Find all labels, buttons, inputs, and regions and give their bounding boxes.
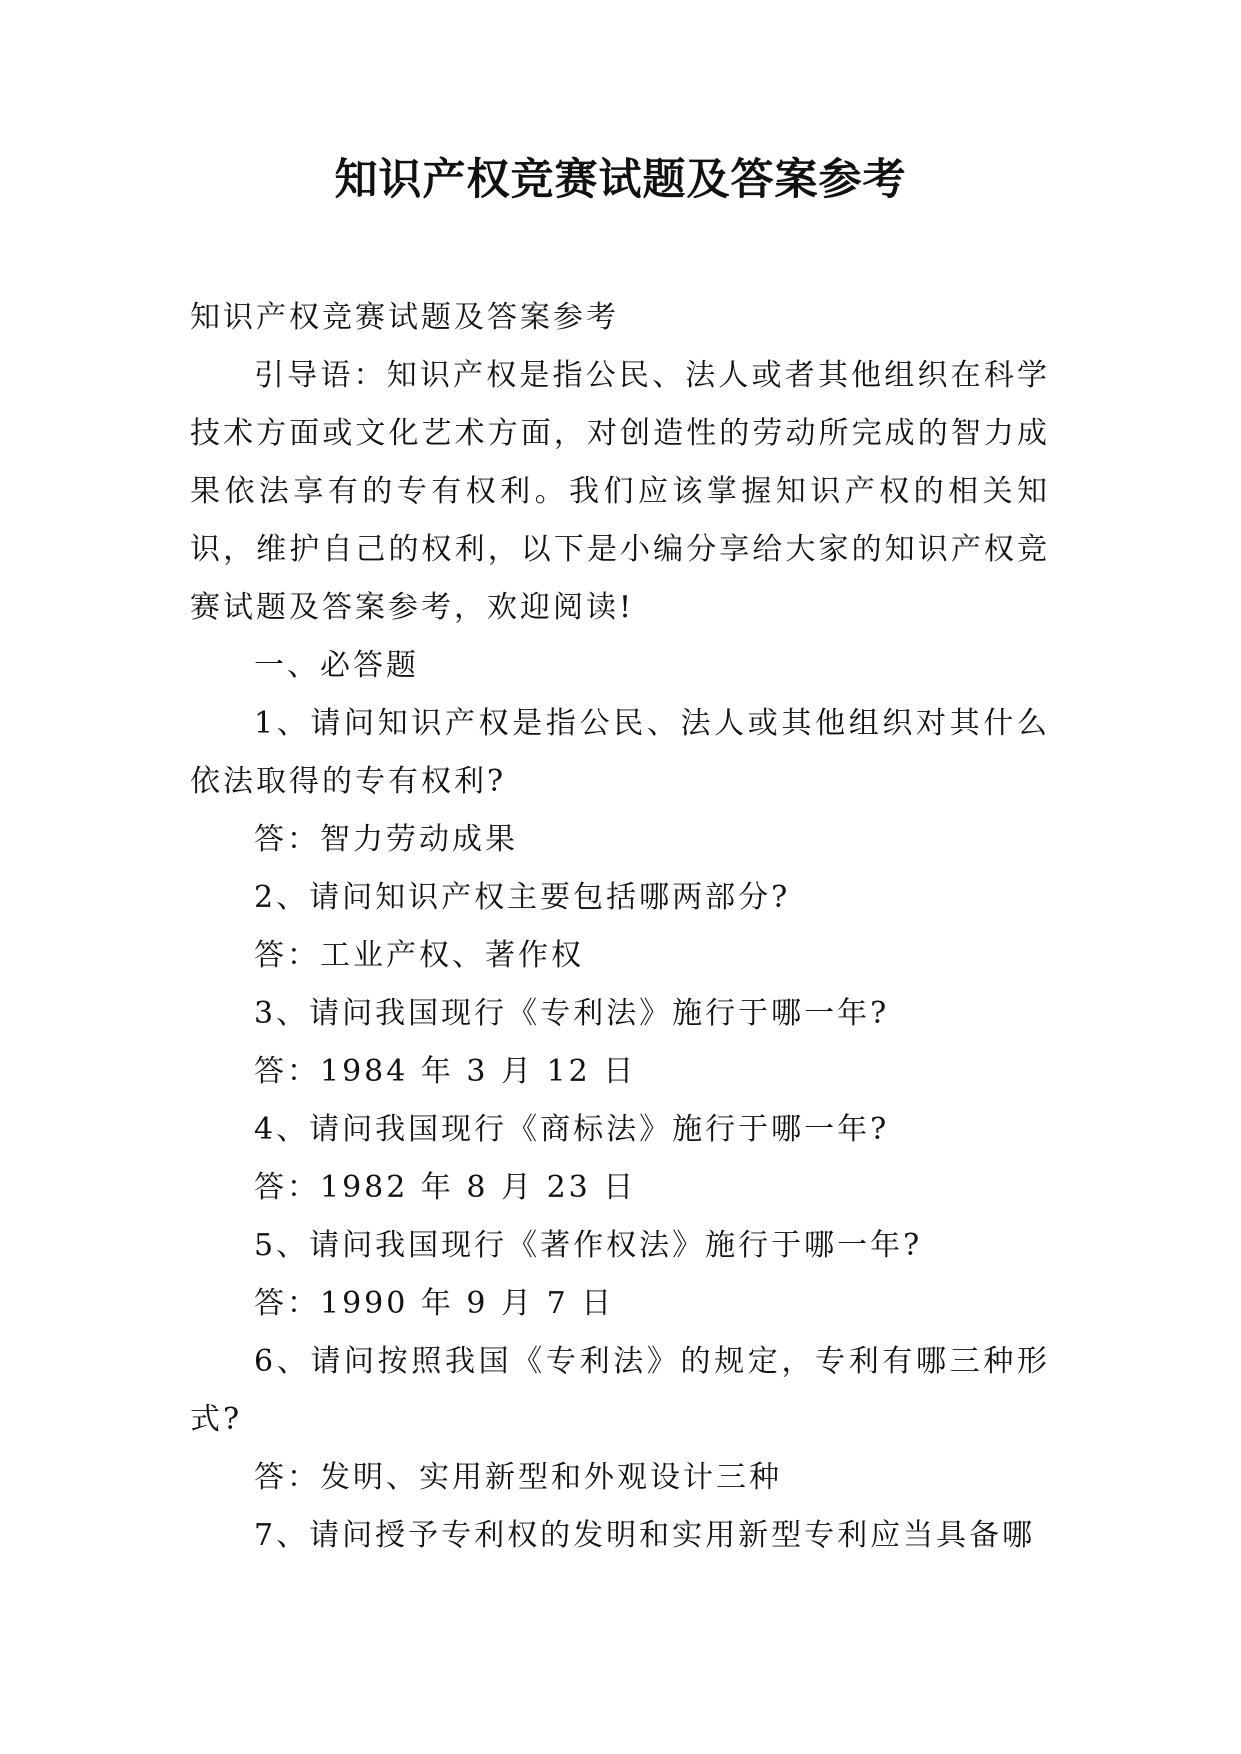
document-body (190, 289, 1050, 1565)
paragraph: 4、请问我国现行《商标法》施行于哪一年? (254, 1112, 890, 1147)
paragraph: 一、必答题 (254, 648, 419, 683)
paragraph: 答：智力劳动成果 (254, 822, 518, 857)
document-title: 知识产权竞赛试题及答案参考 (334, 155, 907, 205)
paragraph: 1、请问知识产权是指公民、法人或其他组织对其什么依法取得的专有权利? (190, 706, 1050, 799)
paragraph: 3、请问我国现行《专利法》施行于哪一年? (254, 996, 890, 1031)
paragraph: 答：工业产权、著作权 (254, 938, 584, 973)
document-subtitle: 知识产权竞赛试题及答案参考 (190, 300, 619, 335)
paragraph: 答：1982 年 8 月 23 日 (254, 1170, 637, 1205)
paragraph: 答：发明、实用新型和外观设计三种 (254, 1460, 782, 1495)
paragraph: 引导语：知识产权是指公民、法人或者其他组织在科学技术方面或文化艺术方面，对创造性的劳动所完成的智力成果依法享有的专有权利。我们应该掌握知识产权的相关知识，维护自己的权利，以下是小编分享给大家的知识产权竞赛试题及答案参考，欢迎阅读! (190, 358, 1050, 625)
paragraph: 7、请问授予专利权的发明和实用新型专利应当具备哪 (254, 1518, 1036, 1553)
paragraph: 6、请问按照我国《专利法》的规定，专利有哪三种形式? (190, 1344, 1050, 1437)
paragraph: 答：1984 年 3 月 12 日 (254, 1054, 637, 1089)
paragraph: 答：1990 年 9 月 7 日 (254, 1286, 615, 1321)
paragraph: 5、请问我国现行《著作权法》施行于哪一年? (254, 1228, 923, 1263)
paragraph: 2、请问知识产权主要包括哪两部分? (254, 880, 791, 915)
